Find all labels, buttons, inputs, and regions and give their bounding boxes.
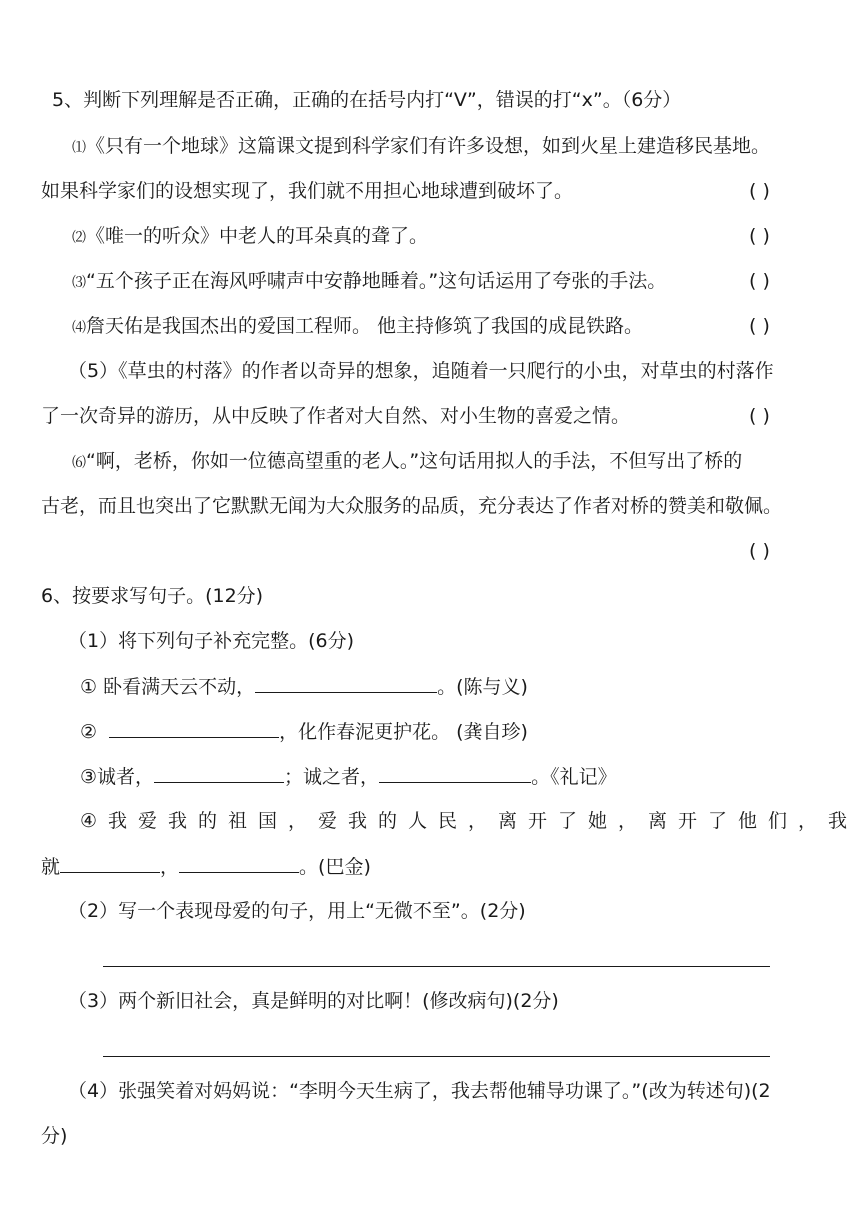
q6-sentence-3	[80, 764, 617, 789]
q5-item-5	[68, 359, 774, 383]
fill-blank[interactable]	[60, 854, 160, 873]
q6-part4-title-cont: 分)	[41, 1125, 68, 1147]
q5-item-4	[72, 314, 643, 340]
q5-item-1-cont: 如果科学家们的设想实现了，我们就不用担心地球遭到破坏了。	[41, 180, 574, 202]
item-text: 《只有一个地球》这篇课文提到科学家们有许多设想，如到火星上建造移民基地。	[86, 135, 771, 157]
answer-paren-4[interactable]: ( )	[749, 315, 770, 337]
answer-paren-2[interactable]: ( )	[749, 225, 770, 247]
q6-part4-title: （4）张强笑着对妈妈说：“李明今天生病了，我去帮他辅导功课了。”(改为转述句)(2	[68, 1080, 771, 1102]
item-number: （5）	[68, 360, 119, 382]
q5-item-1	[72, 134, 770, 160]
fill-blank[interactable]	[179, 854, 299, 873]
item-text: “五个孩子正在海风呼啸声中安静地睡着。”这句话运用了夸张的手法。	[86, 270, 667, 292]
item-number: ⑴	[72, 140, 86, 156]
q6-sentence-4: ④我爱我的祖国，爱我的人民，离开了她，离开了他们，我	[80, 810, 859, 832]
answer-paren-3[interactable]: ( )	[749, 270, 770, 292]
q6-title: 6、按要求写句子。(12分)	[41, 585, 264, 607]
q5-item-6	[72, 449, 742, 475]
answer-line[interactable]	[103, 1056, 770, 1057]
sentence-text: ① 卧看满天云不动，	[80, 676, 256, 698]
q6-part3-title: （3）两个新旧社会，真是鲜明的对比啊！(修改病句)(2分)	[68, 990, 559, 1012]
q5-item-2	[72, 224, 428, 250]
item-text: 《草虫的村落》的作者以奇异的想象，追随着一只爬行的小虫，对草虫的村落作	[118, 360, 774, 382]
answer-line[interactable]	[103, 966, 770, 967]
answer-paren-6[interactable]: ( )	[749, 540, 770, 562]
q6-part2-title: （2）写一个表现母爱的句子，用上“无微不至”。(2分)	[68, 900, 526, 922]
q5-item-6-cont: 古老，而且也突出了它默默无闻为大众服务的品质，充分表达了作者对桥的赞美和敬佩。	[41, 495, 783, 517]
q6-sentence-4-cont	[41, 854, 371, 879]
sentence-text: 就	[41, 856, 61, 878]
q5-item-3	[72, 269, 666, 295]
fill-blank[interactable]	[255, 674, 437, 693]
q6-sentence-2	[80, 719, 528, 744]
q6-sentence-1	[80, 674, 528, 699]
fill-blank[interactable]	[154, 764, 284, 783]
item-number: ⑶	[72, 275, 86, 291]
answer-paren-1[interactable]: ( )	[749, 180, 770, 202]
sentence-text: 。《礼记》	[531, 766, 617, 788]
sentence-text: ③诚者，	[80, 766, 155, 788]
item-number: ⑵	[72, 230, 86, 246]
fill-blank[interactable]	[379, 764, 531, 783]
sentence-text: 。(巴金)	[299, 856, 371, 878]
sentence-text: ；诚之者，	[284, 766, 380, 788]
item-text: 詹天佑是我国杰出的爱国工程师。 他主持修筑了我国的成昆铁路。	[86, 315, 644, 337]
sentence-text: ，化作春泥更护花。 (龚自珍)	[279, 721, 528, 743]
q6-part1-title: （1）将下列句子补充完整。(6分)	[68, 630, 355, 652]
item-text: 《唯一的听众》中老人的耳朵真的聋了。	[86, 225, 429, 247]
sentence-text: ，	[160, 856, 180, 878]
item-number: ⑹	[72, 455, 86, 471]
q5-item-5-cont: 了一次奇异的游历，从中反映了作者对大自然、对小生物的喜爱之情。	[41, 405, 631, 427]
q5-title: 5、判断下列理解是否正确，正确的在括号内打“V”，错误的打“x”。（6分）	[52, 89, 682, 111]
sentence-text: 。(陈与义)	[437, 676, 528, 698]
item-number: ⑷	[72, 320, 86, 336]
sentence-text: ②	[80, 721, 98, 743]
fill-blank[interactable]	[109, 719, 279, 738]
answer-paren-5[interactable]: ( )	[749, 405, 770, 427]
item-text: “啊，老桥，你如一位德高望重的老人。”这句话用拟人的手法，不但写出了桥的	[86, 450, 743, 472]
